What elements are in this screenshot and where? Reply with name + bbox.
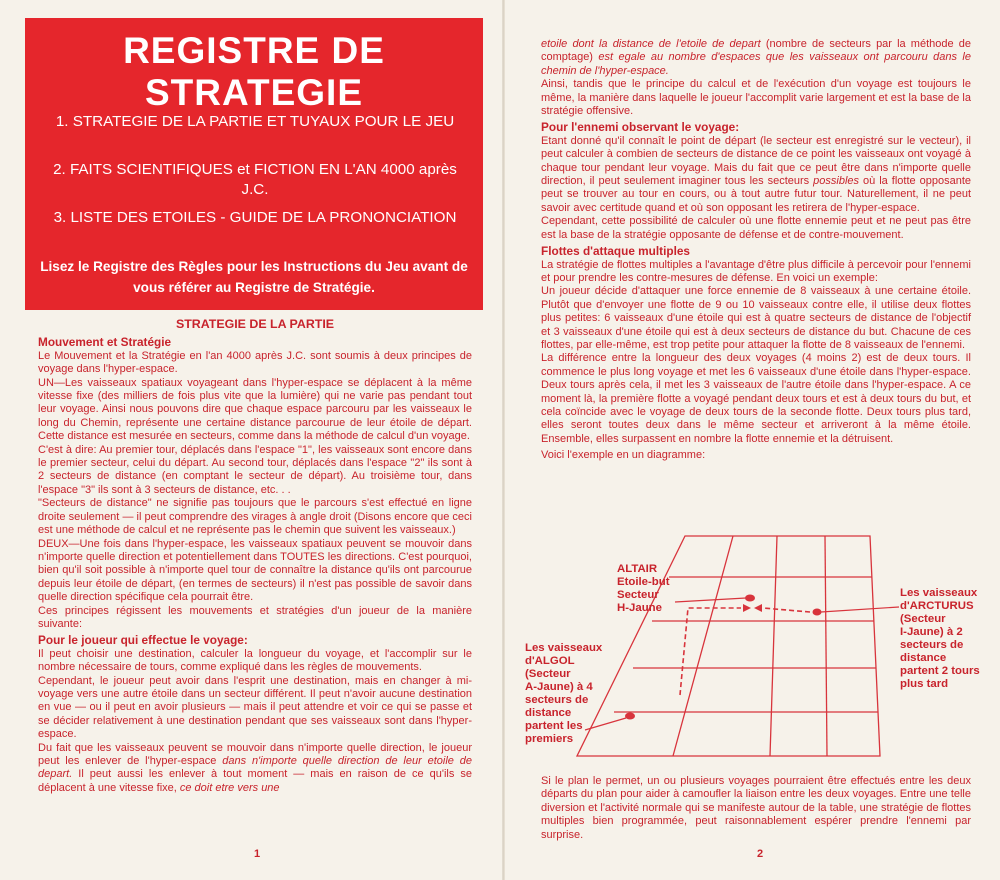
section-title: STRATEGIE DE LA PARTIE xyxy=(175,317,335,331)
label-line: partent 2 tours xyxy=(900,665,980,677)
page-2 xyxy=(505,0,1000,880)
paragraph: Un joueur décide d'attaquer une force ennemie de 8 vaisseaux à une certaine étoile. Plutôt que d'envoyer une flotte de 9 ou 10 vaisseaux contre elle, il utilise deux flottes plus petites: 6 vaisseaux d'une étoile qui est à quatre secteurs de distance de l'objectif et 3 vaisseaux d'une étoile qui est à deux secteurs de distance du but. Chacune de ces flottes, par elle-même, est trop petite pour attaquer la flotte de 8 vaisseaux de l'ennemi. xyxy=(541,285,971,351)
label-line: d'ARCTURUS xyxy=(900,600,974,612)
label-line: (Secteur xyxy=(900,613,946,625)
closing-paragraph xyxy=(541,775,971,842)
box-title: REGISTRE DE STRATEGIE xyxy=(123,30,385,113)
box-item-2: 2. FAITS SCIENTIFIQUES et FICTION EN L'AN 4000 après J.C. xyxy=(53,161,457,198)
paragraph xyxy=(541,135,971,215)
label-line: d'ALGOL xyxy=(525,655,575,667)
box-item-3: 3. LISTE DES ETOILES - GUIDE DE LA PRONONCIATION xyxy=(53,209,457,226)
text-run: Etant donné qu'il connaît le point de départ (le secteur est enregistré sur le vecteur), il peut calculer à combien de secteurs de distance de ce point les vaisseaux ont voyagé à chaque tour pendant leur voyage. Mais du fait que ce peut être dans n'importe quelle direction, il peut seulement imaginer tous les secteurs xyxy=(541,134,971,188)
text-run-italic: est egale au nombre d'espaces que les vaisseaux ont parcouru dans le chemin de l'hyper-espace. xyxy=(541,51,971,77)
paragraph xyxy=(38,742,472,796)
label-line: H-Jaune xyxy=(617,602,662,614)
paragraph: C'est à dire: Au premier tour, déplacés dans l'espace "1", les vaisseaux sont encore dans le premier secteur, celui du départ. Au second tour, déplacés dans l'espace "2" ils sont à 2 secteurs de distance (en comptant le secteur de départ). Au troisième tour, dans l'espace "3" ils sont à 3 secteurs de distance, etc. . . xyxy=(38,443,472,496)
bottom-edge xyxy=(0,868,1000,880)
label-line: ALTAIR xyxy=(617,563,658,575)
paragraph: DEUX—Une fois dans l'hyper-espace, les vaisseaux spatiaux peuvent se mouvoir dans n'importe quelle direction et potentiellement dans TOUTES les directions. C'est pourquoi, bien qu'il soit possible à n'importe quel tour de connaître la distance qu'ils ont parcourue depuis leur étoile de départ, (en termes de secteurs) il n'est pas possible de savoir dans quelle direction spécifique cela pourrait être. xyxy=(38,537,472,604)
paragraph: Il peut choisir une destination, calculer la longueur du voyage, et l'accomplir sur le nombre nécessaire de tours, comme expliqué dans les règles de mouvements. xyxy=(38,647,472,674)
label-arcturus xyxy=(900,587,980,691)
grid-line xyxy=(825,536,827,756)
text-run-italic: etoile dont la distance de l'etoile de depart xyxy=(541,38,761,50)
text-run-italic: ce doit etre vers une xyxy=(179,781,280,794)
arrow-arcturus xyxy=(754,604,762,612)
page-number-2: 2 xyxy=(757,848,764,860)
star-arcturus xyxy=(813,609,822,616)
left-column xyxy=(38,318,472,795)
text-run-italic: dans n'importe quelle direction de leur etoile de depart. xyxy=(38,755,472,781)
text-run: où la flotte opposante peut se trouver au tour en cours, ou à tout autre futur tour. Naturellement, il ne peut savoir avec certitude quand et où son opposant les retirera de l'hyper-espace. xyxy=(541,175,971,214)
grid-line xyxy=(673,536,733,756)
heading-ennemi: Pour l'ennemi observant le voyage: xyxy=(541,120,740,135)
paragraph: La stratégie de flottes multiples a l'avantage d'être plus difficile à percevoir pour l'ennemi et pour prendre les contre-mesures de défense. En voici un exemple: xyxy=(541,258,971,284)
label-line: Etoile-but xyxy=(617,576,670,588)
label-line: secteurs de xyxy=(900,639,964,651)
title-box xyxy=(25,18,483,310)
label-line: partent les xyxy=(525,720,583,732)
paragraph: UN—Les vaisseaux spatiaux voyageant dans l'hyper-espace se déplacent à la même vitesse fixe (des milliers de fois plus vite que la lumière) qui ne varie pas pendant tout leur voyage. Ainsi nous pouvons dire que chaque espace parcouru par les vaisseaux le long du Chemin, représente une certaine distance parcourue de leur étoile de départ. Cette distance est mesurée en secteurs, comme dans la méthode de calcul d'un voyage. xyxy=(38,376,472,443)
label-line: Secteur xyxy=(617,589,659,601)
paragraph: Le Mouvement et la Stratégie en l'an 4000 après J.C. sont soumis à deux principes de voyage dans l'hyper-espace. xyxy=(38,349,472,376)
paragraph: Cependant, le joueur peut avoir dans l'esprit une destination, mais en changer à mi-voyage vers une autre étoile dans un secteur différent. Il peut n'avoir aucune destination en vue — ou il peut en avoir plusieurs — mais il peut attendre et voir ce qui se passe et se décider relativement à une destination pendant que ses vaisseaux sont dans l'hyper-espace. xyxy=(38,674,472,741)
pointer-altair xyxy=(675,598,746,602)
label-altair xyxy=(617,563,670,615)
text-run: Du fait que les vaisseaux peuvent se mouvoir dans n'importe quelle direction, le joueur peut les enlever de l'hyper-espace xyxy=(38,741,472,767)
box-note: Lisez le Registre des Règles pour les Instructions du Jeu avant de vous référer au Registre de Stratégie. xyxy=(40,259,468,295)
right-column xyxy=(541,38,971,463)
paragraph: Cependant, cette possibilité de calculer où une flotte ennemie peut et ne peut pas être est la base de la stratégie opposante de défense et de contre-mouvement. xyxy=(541,215,971,241)
label-line: (Secteur xyxy=(525,668,571,680)
label-line: Les vaisseaux xyxy=(900,587,978,599)
text-run-italic: possibles xyxy=(813,175,860,188)
heading-joueur: Pour le joueur qui effectue le voyage: xyxy=(38,633,248,648)
label-line: I-Jaune) à 2 xyxy=(900,626,963,638)
label-line: secteurs de xyxy=(525,694,589,706)
page-number-1: 1 xyxy=(254,848,261,860)
label-line: distance xyxy=(900,652,947,664)
paragraph: Si le plan le permet, un ou plusieurs voyages pourraient être effectués entre les deux départs du plan pour aider à camoufler la liaison entre les deux voyages. Entre une telle diversion et l'activité normale qui se manifeste autour de la table, une stratégie de flottes multiples bien programmée, peut raisonnablement espérer prendre l'ennemi par surprise. xyxy=(541,775,971,841)
text-run: Il peut aussi les enlever à tout moment — mais en raison de ce qu'ils se déplacent à une vitesse fixe, xyxy=(38,768,472,794)
label-line: Les vaisseaux xyxy=(525,642,603,654)
heading-mouvement: Mouvement et Stratégie xyxy=(38,335,172,350)
star-altair xyxy=(745,595,755,602)
paragraph: La différence entre la longueur des deux voyages (4 moins 2) est de deux tours. Il commence le plus long voyage et met les 6 vaisseaux d'une étoile dans l'hyper-espace. Deux tours après cela, il met les 3 vaisseaux de l'autre étoile dans l'hyper-espace. A ce moment là, la première flotte a voyagé pendant deux tours et est à deux tours du but, et cela coïncide avec le voyage de deux tours de la seconde flotte. Deux tours plus tard, elles seront toutes deux dans le même secteur et arriveront à la même étoile. Ensemble, elles surpassent en nombre la flotte ennemie et la détruisent. xyxy=(541,352,971,445)
label-line: plus tard xyxy=(900,678,949,690)
box-item-1: 1. STRATEGIE DE LA PARTIE ET TUYAUX POUR LE JEU xyxy=(55,113,455,130)
arrow-algol xyxy=(743,604,751,612)
label-line: premiers xyxy=(525,733,574,745)
star-algol xyxy=(625,713,635,720)
paragraph xyxy=(541,38,971,78)
strategy-diagram xyxy=(505,530,1000,770)
label-line: A-Jaune) à 4 xyxy=(525,681,593,693)
pointer-arcturus xyxy=(821,607,899,612)
label-algol xyxy=(525,642,602,746)
heading-flottes: Flottes d'attaque multiples xyxy=(541,244,690,259)
paragraph: "Secteurs de distance" ne signifie pas toujours que le parcours s'est effectué en ligne droite seulement — il peut comprendre des virages à angle droit (Disons encore que ceci est une méthode de calcul et ne représente pas le chemin que suivent les vaisseaux.) xyxy=(38,497,472,537)
paragraph: Ainsi, tandis que le principe du calcul et de l'exécution d'un voyage est toujours le même, la manière dans laquelle le joueur l'accomplit varie largement et est la base de la stratégie offensive. xyxy=(541,78,971,118)
paragraph: Ces principes régissent les mouvements et stratégies d'un joueur de la manière suivante: xyxy=(38,604,472,630)
grid-line xyxy=(770,536,777,756)
text-run: (nombre de secteurs par la méthode de comptage) xyxy=(541,38,971,64)
label-line: distance xyxy=(525,707,572,719)
route-arcturus xyxy=(763,608,810,612)
diagram-intro: Voici l'exemple en un diagramme: xyxy=(541,449,706,462)
